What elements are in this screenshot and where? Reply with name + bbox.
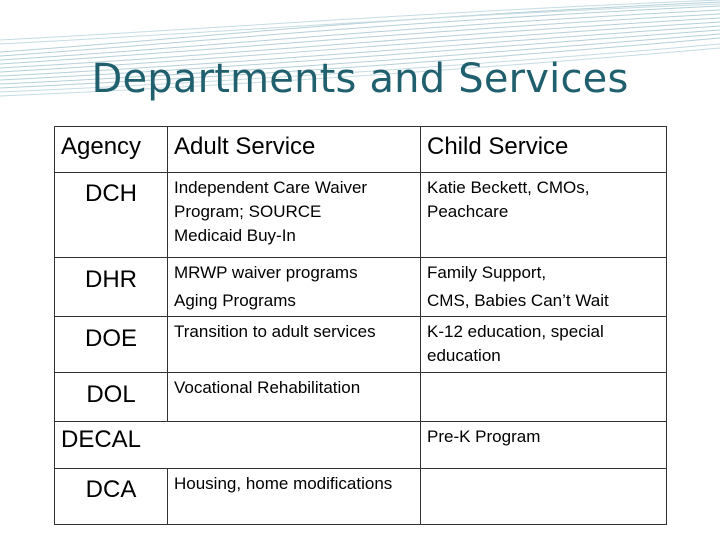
- adult-service-cell: Vocational Rehabilitation: [168, 373, 421, 422]
- child-service-cell: [421, 373, 667, 422]
- table-row: [55, 258, 667, 317]
- departments-table: [54, 126, 667, 525]
- page-title: Departments and Services: [91, 56, 629, 102]
- header-adult-service: Adult Service: [168, 127, 421, 173]
- table-row: [55, 317, 667, 373]
- agency-cell: DECAL: [55, 422, 421, 469]
- table-row: [55, 422, 667, 469]
- adult-service-cell: Independent Care Waiver Program; SOURCE Medicaid Buy-In: [168, 173, 421, 258]
- agency-cell: DCH: [55, 173, 168, 258]
- adult-service-cell: Housing, home modifications: [168, 469, 421, 525]
- header-agency: Agency: [55, 127, 168, 173]
- child-service-cell: Pre-K Program: [421, 422, 667, 469]
- agency-cell: DOL: [55, 373, 168, 422]
- agency-cell: DCA: [55, 469, 168, 525]
- child-service-cell: K-12 education, special education: [421, 317, 667, 373]
- table-header-row: [55, 127, 667, 173]
- header-child-service: Child Service: [421, 127, 667, 173]
- child-service-cell: [421, 469, 667, 525]
- agency-cell: DOE: [55, 317, 168, 373]
- table-row: [55, 173, 667, 258]
- adult-service-cell: MRWP waiver programs Aging Programs: [168, 258, 421, 317]
- adult-service-cell: Transition to adult services: [168, 317, 421, 373]
- agency-cell: DHR: [55, 258, 168, 317]
- table-row: [55, 469, 667, 525]
- child-service-cell: Katie Beckett, CMOs, Peachcare: [421, 173, 667, 258]
- table-row: [55, 373, 667, 422]
- child-service-cell: Family Support, CMS, Babies Can’t Wait: [421, 258, 667, 317]
